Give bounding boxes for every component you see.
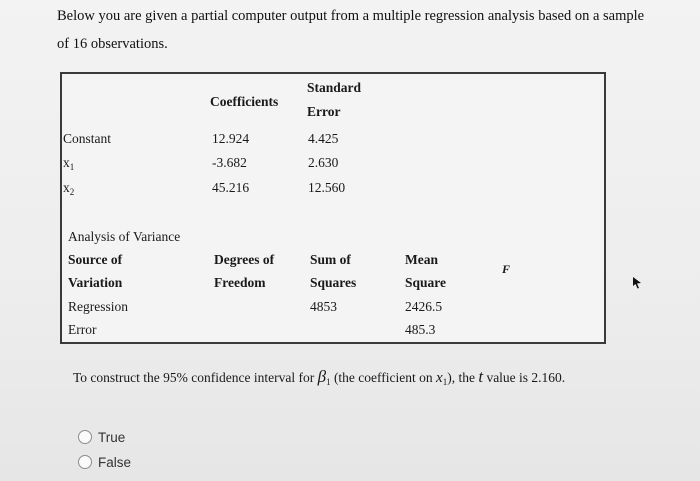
option-false[interactable] <box>78 453 131 471</box>
header-df-line2: Freedom <box>214 275 266 290</box>
header-std-error-line1: Standard <box>307 80 362 95</box>
option-true-label: True <box>98 429 126 445</box>
se-x1: 2.630 <box>308 155 339 170</box>
coef-x1: -3.682 <box>212 155 247 170</box>
header-ss-line2: Squares <box>310 275 357 290</box>
anova-row-error: Error <box>68 322 97 337</box>
row-label-x2: $x_2$ <box>63 180 75 197</box>
se-constant: 4.425 <box>308 131 339 146</box>
row-label-x1: $x_1$ <box>63 155 75 172</box>
coef-constant: 12.924 <box>212 131 250 146</box>
header-ms-line2: Square <box>405 275 447 290</box>
header-f: F <box>502 262 511 276</box>
mouse-cursor-icon <box>633 277 641 289</box>
row-label-constant: Constant <box>63 131 112 146</box>
header-source-line2: Variation <box>68 275 123 290</box>
ms-error: 485.3 <box>405 322 436 337</box>
anova-row-regression: Regression <box>68 299 128 314</box>
option-false-label: False <box>98 454 132 470</box>
header-df-line1: Degrees of <box>214 252 275 267</box>
regression-output-table <box>60 72 606 344</box>
header-ss-line1: Sum of <box>310 252 351 267</box>
option-true[interactable] <box>78 428 125 446</box>
se-x2: 12.560 <box>308 180 346 195</box>
anova-title: Analysis of Variance <box>68 229 181 244</box>
question-intro: Below you are given a partial computer output from a multiple regression analysis based on a sample of 16 observations. <box>57 8 645 52</box>
ss-regression: 4853 <box>310 299 337 314</box>
header-coefficients: Coefficients <box>210 94 279 109</box>
coef-x2: 45.216 <box>212 180 250 195</box>
header-std-error-line2: Error <box>307 104 341 119</box>
question-text: To construct the 95% confidence interval for $\beta_1$ (the coefficient on $x_1$), the t value is 2.160. <box>73 367 566 387</box>
header-ms-line1: Mean <box>405 252 438 267</box>
header-source-line1: Source of <box>68 252 123 267</box>
radio-true[interactable] <box>78 430 92 444</box>
ms-regression: 2426.5 <box>405 299 443 314</box>
radio-false[interactable] <box>78 455 92 469</box>
